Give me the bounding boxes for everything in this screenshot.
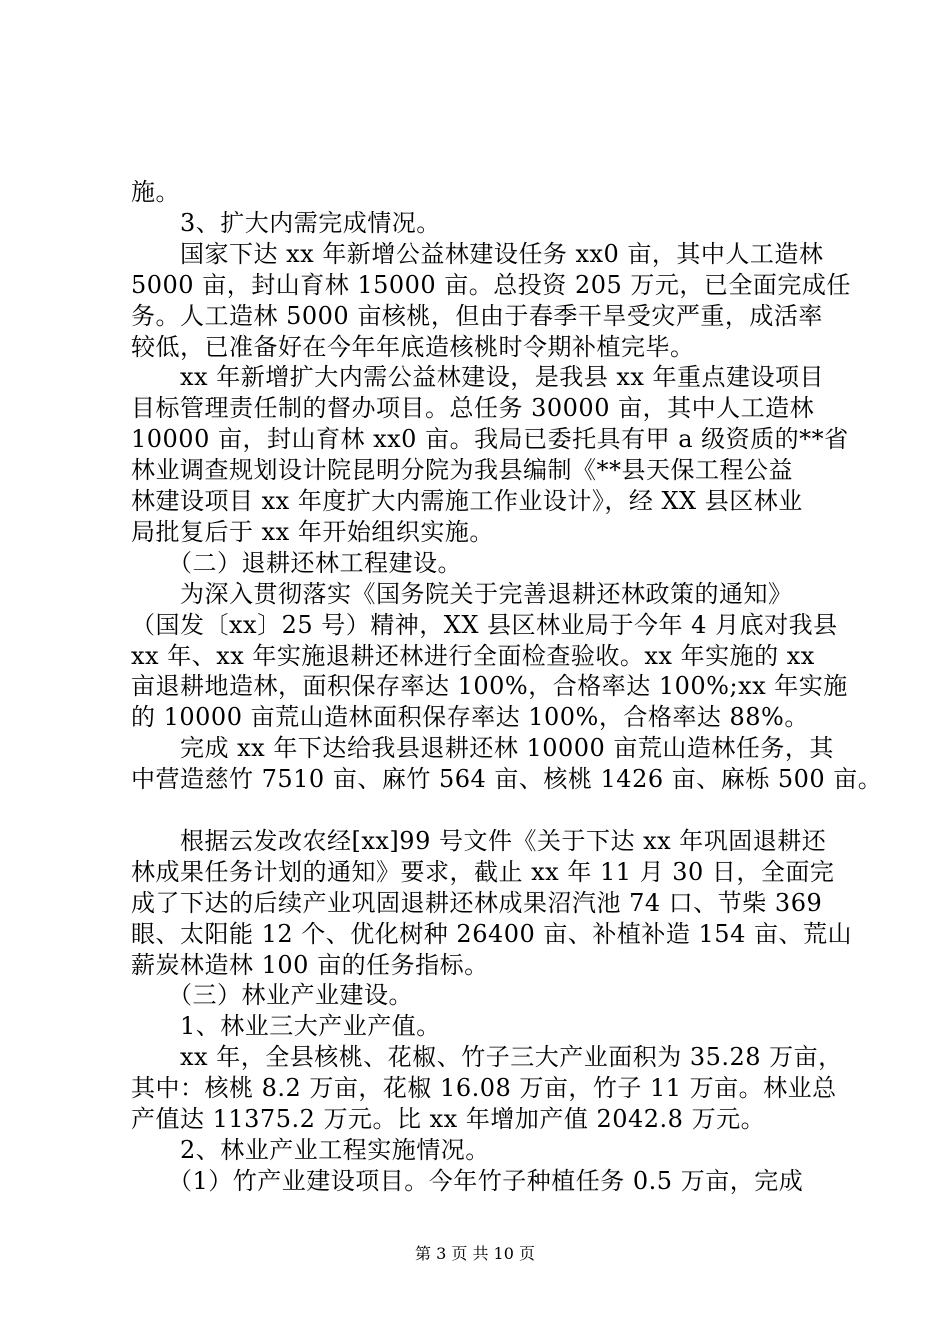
body-text-line: 5000 亩，封山育林 15000 亩。总投资 205 万元，已全面完成任	[131, 271, 851, 299]
body-text-line: 为深入贯彻落实《国务院关于完善退耕还林政策的通知》	[131, 580, 793, 608]
body-text-line: 根据云发改农经[xx]99 号文件《关于下达 xx 年巩固退耕还	[131, 827, 827, 855]
page-number-footer: 第 3 页 共 10 页	[415, 1244, 535, 1263]
blank-line	[131, 793, 851, 827]
section-heading: （二）退耕还林工程建设。	[131, 549, 462, 577]
body-text-line: 施。	[131, 178, 180, 206]
body-text-line: 眼、太阳能 12 个、优化树种 26400 亩、补植补造 154 亩、荒山	[131, 920, 852, 948]
body-text-line: 林业调查规划设计院昆明分院为我县编制《**县天保工程公益	[131, 456, 793, 484]
body-text-line: 其中：核桃 8.2 万亩，花椒 16.08 万亩，竹子 11 万亩。林业总	[131, 1074, 837, 1102]
body-text-line: 较低，已准备好在今年年底造核桃时令期补植完毕。	[131, 333, 695, 361]
body-text-line: （1）竹产业建设项目。今年竹子种植任务 0.5 万亩，完成	[131, 1167, 804, 1195]
body-text-line: 亩退耕地造林，面积保存率达 100%，合格率达 100%;xx 年实施	[131, 672, 848, 700]
body-text-line: 完成 xx 年下达给我县退耕还林 10000 亩荒山造林任务，其	[131, 734, 834, 762]
body-text-line: （国发〔xx〕25 号）精神，XX 县区林业局于今年 4 月底对我县	[131, 611, 838, 639]
body-text-line: xx 年新增扩大内需公益林建设，是我县 xx 年重点建设项目	[131, 363, 825, 391]
section-heading: 3、扩大内需完成情况。	[131, 209, 441, 237]
body-text-line: 10000 亩，封山育林 xx0 亩。我局已委托具有甲 a 级资质的**省	[131, 425, 849, 453]
body-text-line: 国家下达 xx 年新增公益林建设任务 xx0 亩，其中人工造林	[131, 240, 824, 268]
section-heading: 2、林业产业工程实施情况。	[131, 1136, 490, 1164]
body-text-line: 局批复后于 xx 年开始组织实施。	[131, 518, 494, 546]
section-heading: （三）林业产业建设。	[131, 981, 413, 1009]
body-text-line: 成了下达的后续产业巩固退耕还林成果沼汽池 74 口、节柴 369	[131, 889, 823, 917]
body-text-line: xx 年，全县核桃、花椒、竹子三大产业面积为 35.28 万亩，	[131, 1043, 843, 1071]
body-text-line: 务。人工造林 5000 亩核桃，但由于春季干旱受灾严重，成活率	[131, 302, 823, 330]
body-text-line: 中营造慈竹 7510 亩、麻竹 564 亩、核桃 1426 亩、麻栎 500 亩。	[131, 765, 883, 793]
section-heading: 1、林业三大产业产值。	[131, 1012, 441, 1040]
body-text-line: 薪炭林造林 100 亩的任务指标。	[131, 951, 489, 979]
body-text-line: xx 年、xx 年实施退耕还林进行全面检查验收。xx 年实施的 xx	[131, 642, 815, 670]
body-text-line: 林成果任务计划的通知》要求，截止 xx 年 11 月 30 日，全面完	[131, 858, 835, 886]
body-text-line: 林建设项目 xx 年度扩大内需施工作业设计》，经 XX 县区林业	[131, 487, 803, 515]
body-text-line: 产值达 11375.2 万元。比 xx 年增加产值 2042.8 万元。	[131, 1105, 766, 1133]
body-text-line: 目标管理责任制的督办项目。总任务 30000 亩，其中人工造林	[131, 394, 815, 422]
body-text-line: 的 10000 亩荒山造林面积保存率达 100%，合格率达 88%。	[131, 703, 809, 731]
